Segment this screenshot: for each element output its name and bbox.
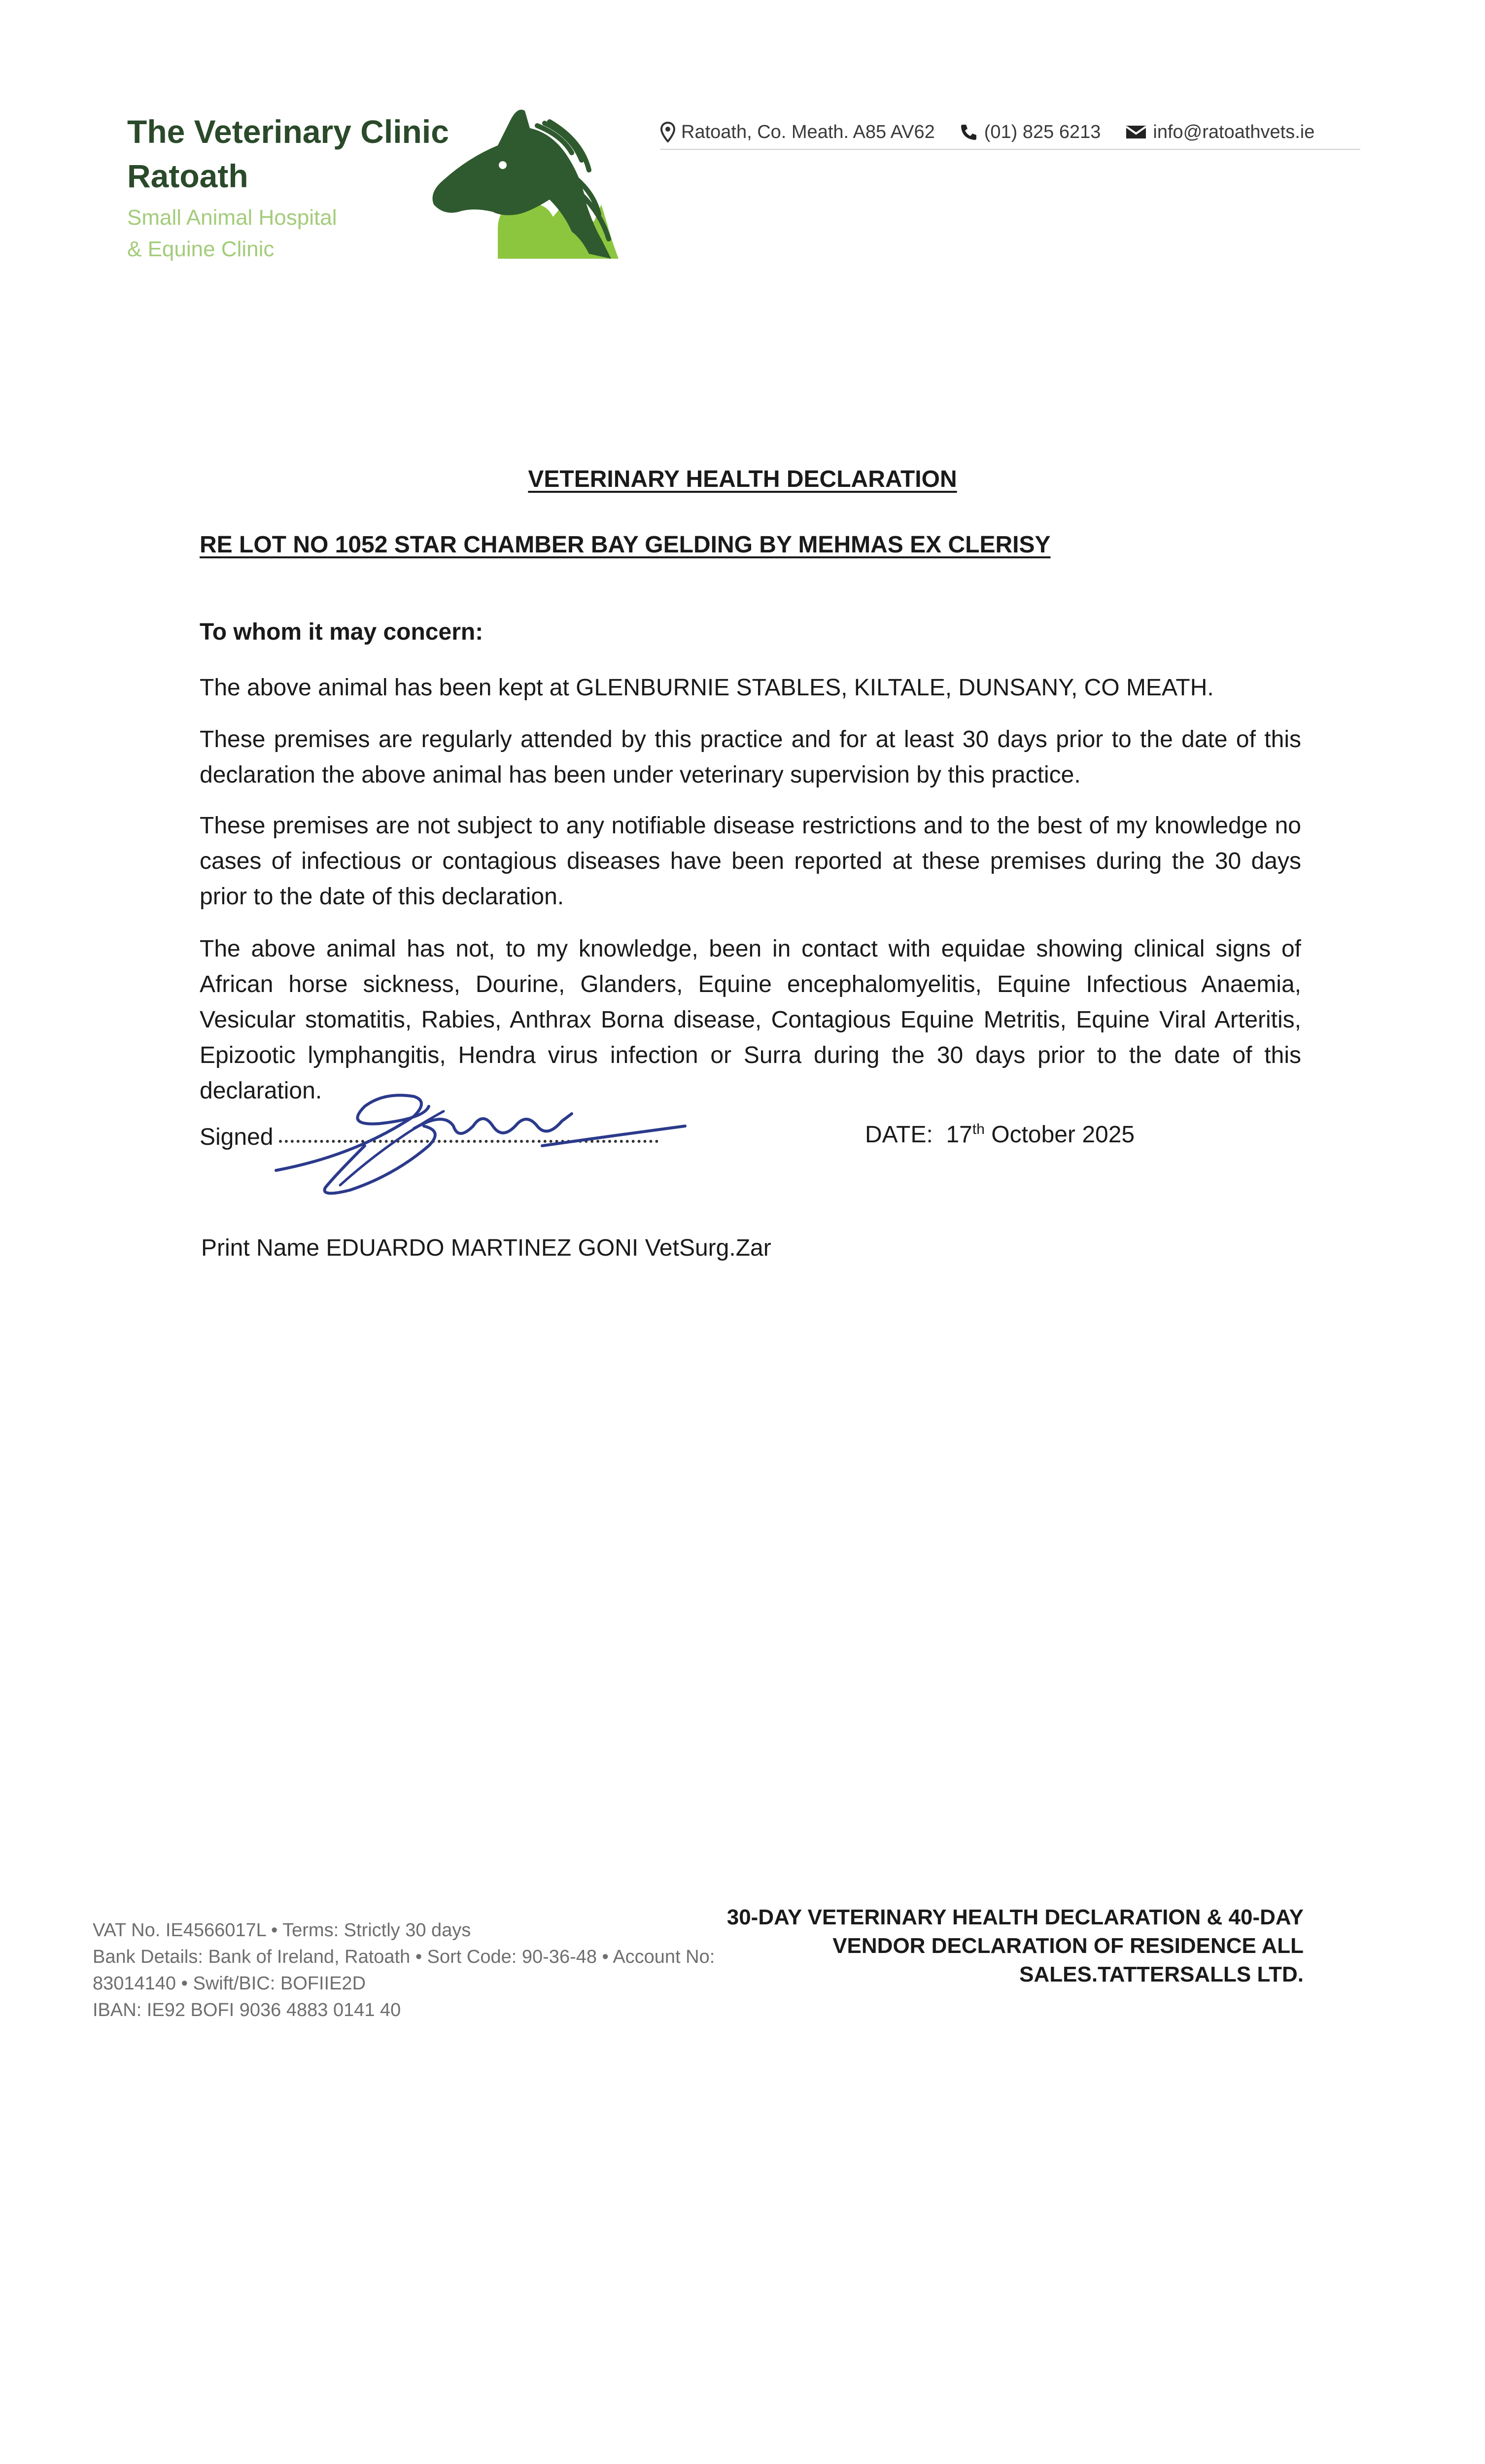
clinic-name-line1: The Veterinary Clinic — [127, 113, 449, 150]
footer-iban: IBAN: IE92 BOFI 9036 4883 0141 40 — [93, 2000, 401, 2020]
document-title — [0, 466, 1485, 493]
clinic-subtitle — [127, 202, 472, 265]
clinic-name-line2: Ratoath — [127, 158, 248, 194]
horse-cat-dog-logo — [424, 106, 631, 259]
phone-icon — [960, 123, 978, 141]
paragraph-disease-restrictions: These premises are not subject to any notifiable disease restrictions and to the best of my knowledge no cases of infectious or contagious diseases have been reported at these premises during the 30 days prior to the date of this declaration. — [200, 813, 1301, 910]
date-day: 17 — [946, 1122, 972, 1148]
date-rest: October 2025 — [991, 1122, 1135, 1148]
footer-right-line1: 30-DAY VETERINARY HEALTH DECLARATION & 40-DAY — [726, 1905, 1304, 1929]
footer-right-line2: VENDOR DECLARATION OF RESIDENCE ALL SALES.TATTERSALLS LTD. — [832, 1934, 1304, 1986]
footer-declaration-note — [626, 1903, 1304, 1989]
contact-bar — [660, 117, 1314, 147]
contact-address — [660, 122, 935, 143]
print-name: Print Name EDUARDO MARTINEZ GONI VetSurg.Zar — [201, 1235, 771, 1261]
handwritten-signature — [266, 1072, 695, 1200]
contact-phone — [960, 122, 1101, 143]
address-text: Ratoath, Co. Meath. A85 AV62 — [681, 121, 935, 142]
date-suffix: th — [972, 1121, 985, 1137]
footer-vat: VAT No. IE4566017L • Terms: Strictly 30 days — [93, 1920, 471, 1941]
contact-email — [1125, 122, 1314, 143]
paragraph-equidae-contact: The above animal has not, to my knowledge, been in contact with equidae showing clinical signs of African horse sickness, Dourine, Glanders, Equine encephalomyelitis, Equine Infectious Anaemia, Vesicular stomatitis, Rabies, Anthrax Borna disease, Contagious Equine Metritis, Equine Viral Arteritis, Epizootic lymphangitis, Hendra virus infection or Surra during the 30 days prior to the date of this declaration. — [200, 936, 1301, 1104]
date-line — [865, 1121, 1135, 1148]
document-title-text: VETERINARY HEALTH DECLARATION — [528, 466, 957, 492]
lot-line: RE LOT NO 1052 STAR CHAMBER BAY GELDING BY MEHMAS EX CLERISY — [200, 532, 1051, 558]
clinic-sub-line1: Small Animal Hospital — [127, 205, 337, 230]
phone-text: (01) 825 6213 — [984, 121, 1101, 142]
email-text: info@ratoathvets.ie — [1153, 121, 1315, 142]
location-pin-icon — [660, 122, 675, 142]
date-label: DATE: — [865, 1122, 933, 1148]
paragraph-premises: The above animal has been kept at GLENBURNIE STABLES, KILTALE, DUNSANY, CO MEATH. — [200, 675, 1214, 701]
footer-bank: Bank Details: Bank of Ireland, Ratoath • Sort Code: 90-36-48 • Account No: 83014140 • Swift/BIC: BOFIIE2D — [93, 1947, 715, 1994]
clinic-sub-line2: & Equine Clinic — [127, 237, 275, 261]
salutation: To whom it may concern: — [200, 619, 483, 645]
clinic-name — [127, 109, 472, 198]
contact-divider — [660, 149, 1360, 150]
paragraph-supervision: These premises are regularly attended by this practice and for at least 30 days prior to the date of this declaration the above animal has been under veterinary supervision by this practice. — [200, 726, 1301, 788]
envelope-icon — [1125, 124, 1147, 140]
signed-label: Signed — [200, 1124, 274, 1150]
